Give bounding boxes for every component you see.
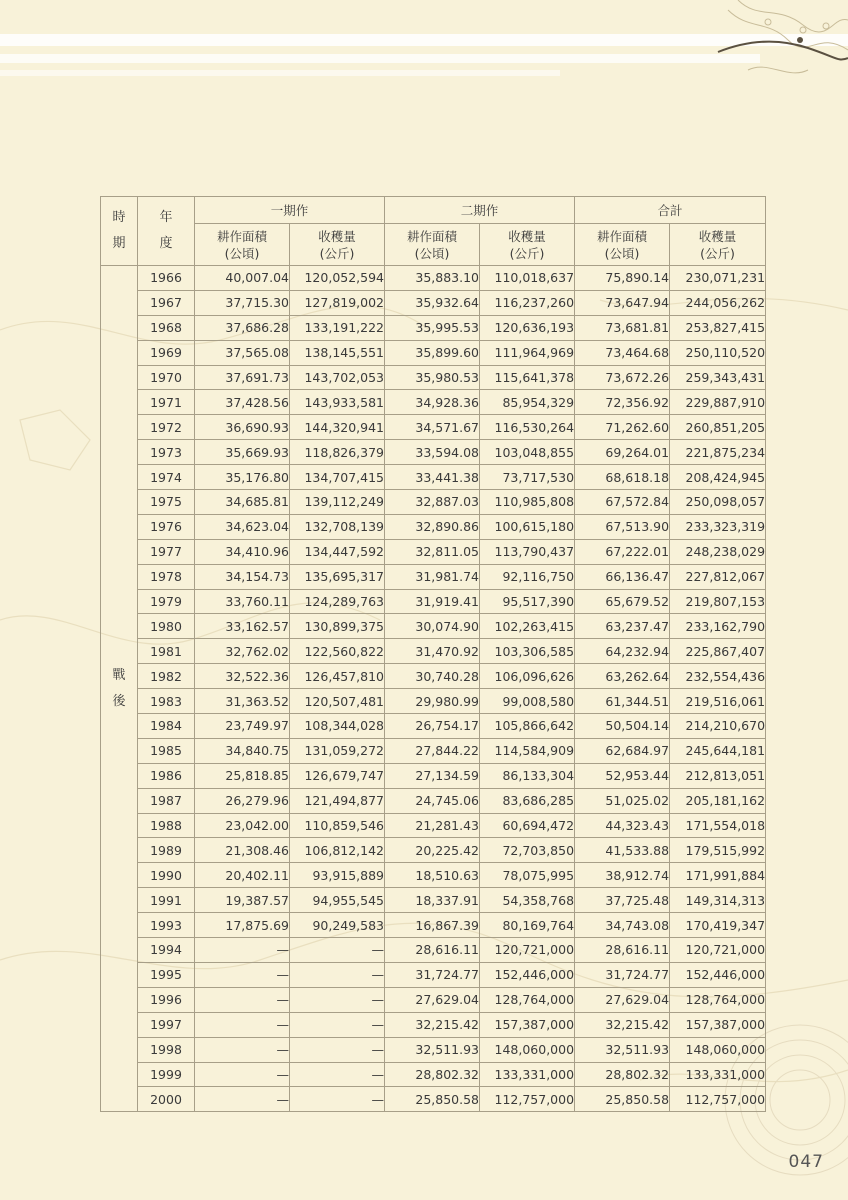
- value-cell: 230,071,231: [670, 266, 766, 291]
- value-cell: 260,851,205: [670, 415, 766, 440]
- value-cell: 83,686,285: [480, 788, 575, 813]
- value-cell: 106,812,142: [290, 838, 385, 863]
- value-cell: 212,813,051: [670, 763, 766, 788]
- value-cell: 29,980.99: [385, 689, 480, 714]
- value-cell: 126,457,810: [290, 664, 385, 689]
- value-cell: 149,314,313: [670, 888, 766, 913]
- value-cell: 112,757,000: [670, 1087, 766, 1112]
- value-cell: 37,691.73: [195, 365, 290, 390]
- value-cell: 85,954,329: [480, 390, 575, 415]
- value-cell: 122,560,822: [290, 639, 385, 664]
- value-cell: 27,629.04: [385, 987, 480, 1012]
- value-cell: 33,441.38: [385, 465, 480, 490]
- value-cell: 106,096,626: [480, 664, 575, 689]
- value-cell: 20,402.11: [195, 863, 290, 888]
- value-cell: 143,702,053: [290, 365, 385, 390]
- value-cell: —: [290, 1087, 385, 1112]
- value-cell: 73,681.81: [575, 315, 670, 340]
- value-cell: 139,112,249: [290, 490, 385, 515]
- value-cell: —: [195, 987, 290, 1012]
- value-cell: 35,995.53: [385, 315, 480, 340]
- value-cell: 138,145,551: [290, 340, 385, 365]
- header-band-bottom: [0, 70, 560, 76]
- value-cell: 31,724.77: [385, 962, 480, 987]
- value-cell: 250,098,057: [670, 490, 766, 515]
- value-cell: 37,565.08: [195, 340, 290, 365]
- value-cell: 69,264.01: [575, 440, 670, 465]
- value-cell: 31,919.41: [385, 589, 480, 614]
- value-cell: —: [195, 1012, 290, 1037]
- value-cell: 110,985,808: [480, 490, 575, 515]
- value-cell: 51,025.02: [575, 788, 670, 813]
- value-cell: 27,629.04: [575, 987, 670, 1012]
- value-cell: 86,133,304: [480, 763, 575, 788]
- table-row: [101, 813, 766, 838]
- year-cell: 1997: [138, 1012, 195, 1037]
- value-cell: 33,594.08: [385, 440, 480, 465]
- value-cell: 28,616.11: [385, 938, 480, 963]
- value-cell: 61,344.51: [575, 689, 670, 714]
- value-cell: 62,684.97: [575, 738, 670, 763]
- value-cell: 35,883.10: [385, 266, 480, 291]
- value-cell: 20,225.42: [385, 838, 480, 863]
- table-row: [101, 465, 766, 490]
- value-cell: 253,827,415: [670, 315, 766, 340]
- value-cell: 152,446,000: [480, 962, 575, 987]
- value-cell: 134,707,415: [290, 465, 385, 490]
- year-cell: 1999: [138, 1062, 195, 1087]
- value-cell: 72,703,850: [480, 838, 575, 863]
- table-row: [101, 1087, 766, 1112]
- value-cell: 130,899,375: [290, 614, 385, 639]
- value-cell: 27,134.59: [385, 763, 480, 788]
- value-cell: 28,802.32: [385, 1062, 480, 1087]
- value-cell: 114,584,909: [480, 738, 575, 763]
- rice-production-table: [100, 196, 766, 1112]
- value-cell: 34,410.96: [195, 539, 290, 564]
- value-cell: 157,387,000: [670, 1012, 766, 1037]
- value-cell: 34,928.36: [385, 390, 480, 415]
- value-cell: 219,516,061: [670, 689, 766, 714]
- value-cell: 110,018,637: [480, 266, 575, 291]
- table-row: [101, 838, 766, 863]
- period-header: 時期: [101, 197, 138, 266]
- value-cell: 26,754.17: [385, 714, 480, 739]
- value-cell: 250,110,520: [670, 340, 766, 365]
- year-cell: 1990: [138, 863, 195, 888]
- value-cell: 120,507,481: [290, 689, 385, 714]
- value-cell: 133,191,222: [290, 315, 385, 340]
- value-cell: 72,356.92: [575, 390, 670, 415]
- value-cell: 37,725.48: [575, 888, 670, 913]
- value-cell: 248,238,029: [670, 539, 766, 564]
- value-cell: 143,933,581: [290, 390, 385, 415]
- value-cell: 37,686.28: [195, 315, 290, 340]
- year-cell: 1982: [138, 664, 195, 689]
- value-cell: 34,743.08: [575, 913, 670, 938]
- table-header: [101, 197, 766, 266]
- table-row: [101, 689, 766, 714]
- value-cell: 205,181,162: [670, 788, 766, 813]
- value-cell: 108,344,028: [290, 714, 385, 739]
- value-cell: 105,866,642: [480, 714, 575, 739]
- value-cell: 120,721,000: [480, 938, 575, 963]
- value-cell: 93,915,889: [290, 863, 385, 888]
- value-cell: 32,511.93: [385, 1037, 480, 1062]
- value-cell: 245,644,181: [670, 738, 766, 763]
- table-row: [101, 962, 766, 987]
- value-cell: 75,890.14: [575, 266, 670, 291]
- value-cell: 120,052,594: [290, 266, 385, 291]
- value-cell: 35,669.93: [195, 440, 290, 465]
- year-cell: 1977: [138, 539, 195, 564]
- value-cell: 44,323.43: [575, 813, 670, 838]
- value-cell: 120,636,193: [480, 315, 575, 340]
- value-cell: 131,059,272: [290, 738, 385, 763]
- value-cell: 229,887,910: [670, 390, 766, 415]
- value-cell: 73,717,530: [480, 465, 575, 490]
- value-cell: —: [290, 987, 385, 1012]
- table-row: [101, 1062, 766, 1087]
- table-row: [101, 539, 766, 564]
- value-cell: 244,056,262: [670, 290, 766, 315]
- value-cell: —: [290, 962, 385, 987]
- table-row: [101, 987, 766, 1012]
- year-cell: 1968: [138, 315, 195, 340]
- area-column-header: 耕作面積 (公頃): [385, 224, 480, 266]
- year-cell: 1988: [138, 813, 195, 838]
- value-cell: 64,232.94: [575, 639, 670, 664]
- value-cell: 33,760.11: [195, 589, 290, 614]
- value-cell: 112,757,000: [480, 1087, 575, 1112]
- value-cell: 128,764,000: [480, 987, 575, 1012]
- value-cell: 21,281.43: [385, 813, 480, 838]
- value-cell: 80,169,764: [480, 913, 575, 938]
- year-cell: 1969: [138, 340, 195, 365]
- value-cell: 127,819,002: [290, 290, 385, 315]
- value-cell: —: [195, 962, 290, 987]
- year-cell: 1996: [138, 987, 195, 1012]
- value-cell: 157,387,000: [480, 1012, 575, 1037]
- value-cell: 152,446,000: [670, 962, 766, 987]
- value-cell: 31,470.92: [385, 639, 480, 664]
- table-body: [101, 266, 766, 1112]
- table-row: [101, 514, 766, 539]
- value-cell: 219,807,153: [670, 589, 766, 614]
- table-row: [101, 266, 766, 291]
- value-cell: 31,724.77: [575, 962, 670, 987]
- value-cell: 17,875.69: [195, 913, 290, 938]
- value-cell: 214,210,670: [670, 714, 766, 739]
- value-cell: —: [195, 1062, 290, 1087]
- table-row: [101, 763, 766, 788]
- area-column-header: 耕作面積 (公頃): [195, 224, 290, 266]
- value-cell: 94,955,545: [290, 888, 385, 913]
- year-cell: 1995: [138, 962, 195, 987]
- value-cell: 115,641,378: [480, 365, 575, 390]
- value-cell: 34,623.04: [195, 514, 290, 539]
- year-cell: 1975: [138, 490, 195, 515]
- year-cell: 1973: [138, 440, 195, 465]
- value-cell: 30,074.90: [385, 614, 480, 639]
- value-cell: —: [195, 938, 290, 963]
- value-cell: 100,615,180: [480, 514, 575, 539]
- table-row: [101, 738, 766, 763]
- value-cell: 116,530,264: [480, 415, 575, 440]
- value-cell: 67,572.84: [575, 490, 670, 515]
- value-cell: 41,533.88: [575, 838, 670, 863]
- table-row: [101, 1012, 766, 1037]
- value-cell: 32,522.36: [195, 664, 290, 689]
- value-cell: 16,867.39: [385, 913, 480, 938]
- value-cell: 50,504.14: [575, 714, 670, 739]
- value-cell: 148,060,000: [670, 1037, 766, 1062]
- value-cell: 67,222.01: [575, 539, 670, 564]
- value-cell: 227,812,067: [670, 564, 766, 589]
- value-cell: 103,306,585: [480, 639, 575, 664]
- year-cell: 1976: [138, 514, 195, 539]
- value-cell: 233,323,319: [670, 514, 766, 539]
- value-cell: 124,289,763: [290, 589, 385, 614]
- value-cell: 170,419,347: [670, 913, 766, 938]
- year-cell: 1970: [138, 365, 195, 390]
- value-cell: 34,571.67: [385, 415, 480, 440]
- value-cell: 171,554,018: [670, 813, 766, 838]
- value-cell: 25,850.58: [575, 1087, 670, 1112]
- value-cell: 35,899.60: [385, 340, 480, 365]
- value-cell: 33,162.57: [195, 614, 290, 639]
- yield-column-header: 收穫量 (公斤): [290, 224, 385, 266]
- value-cell: 63,262.64: [575, 664, 670, 689]
- year-cell: 1987: [138, 788, 195, 813]
- table-row: [101, 390, 766, 415]
- value-cell: 148,060,000: [480, 1037, 575, 1062]
- value-cell: 99,008,580: [480, 689, 575, 714]
- table-row: [101, 913, 766, 938]
- value-cell: 32,811.05: [385, 539, 480, 564]
- value-cell: 32,762.02: [195, 639, 290, 664]
- value-cell: 126,679,747: [290, 763, 385, 788]
- year-cell: 1971: [138, 390, 195, 415]
- value-cell: 171,991,884: [670, 863, 766, 888]
- total-header: 合計: [575, 197, 766, 224]
- value-cell: 103,048,855: [480, 440, 575, 465]
- table-row: [101, 589, 766, 614]
- value-cell: 30,740.28: [385, 664, 480, 689]
- value-cell: 34,685.81: [195, 490, 290, 515]
- value-cell: 111,964,969: [480, 340, 575, 365]
- year-cell: 1967: [138, 290, 195, 315]
- value-cell: 128,764,000: [670, 987, 766, 1012]
- value-cell: 90,249,583: [290, 913, 385, 938]
- table-row: [101, 315, 766, 340]
- value-cell: 259,343,431: [670, 365, 766, 390]
- value-cell: 133,331,000: [480, 1062, 575, 1087]
- header-band-middle: [0, 54, 760, 63]
- period-cell: 戰後: [101, 266, 138, 1112]
- value-cell: 36,690.93: [195, 415, 290, 440]
- table-row: [101, 365, 766, 390]
- table-row: [101, 788, 766, 813]
- value-cell: —: [290, 1037, 385, 1062]
- value-cell: 52,953.44: [575, 763, 670, 788]
- value-cell: 232,554,436: [670, 664, 766, 689]
- year-cell: 1980: [138, 614, 195, 639]
- value-cell: 63,237.47: [575, 614, 670, 639]
- value-cell: 233,162,790: [670, 614, 766, 639]
- value-cell: 68,618.18: [575, 465, 670, 490]
- value-cell: 73,672.26: [575, 365, 670, 390]
- value-cell: 35,176.80: [195, 465, 290, 490]
- year-cell: 2000: [138, 1087, 195, 1112]
- value-cell: —: [290, 1012, 385, 1037]
- year-cell: 1984: [138, 714, 195, 739]
- year-cell: 1979: [138, 589, 195, 614]
- first-crop-header: 一期作: [195, 197, 385, 224]
- value-cell: 23,749.97: [195, 714, 290, 739]
- value-cell: 28,802.32: [575, 1062, 670, 1087]
- table-row: [101, 664, 766, 689]
- value-cell: 208,424,945: [670, 465, 766, 490]
- value-cell: 121,494,877: [290, 788, 385, 813]
- value-cell: 24,745.06: [385, 788, 480, 813]
- value-cell: 18,510.63: [385, 863, 480, 888]
- value-cell: 19,387.57: [195, 888, 290, 913]
- value-cell: 35,932.64: [385, 290, 480, 315]
- table-row: [101, 714, 766, 739]
- year-cell: 1974: [138, 465, 195, 490]
- year-cell: 1994: [138, 938, 195, 963]
- value-cell: 113,790,437: [480, 539, 575, 564]
- value-cell: —: [195, 1037, 290, 1062]
- value-cell: 110,859,546: [290, 813, 385, 838]
- value-cell: 37,428.56: [195, 390, 290, 415]
- value-cell: 35,980.53: [385, 365, 480, 390]
- value-cell: 31,363.52: [195, 689, 290, 714]
- year-cell: 1991: [138, 888, 195, 913]
- value-cell: 31,981.74: [385, 564, 480, 589]
- value-cell: 133,331,000: [670, 1062, 766, 1087]
- value-cell: 102,263,415: [480, 614, 575, 639]
- value-cell: 27,844.22: [385, 738, 480, 763]
- value-cell: 73,647.94: [575, 290, 670, 315]
- value-cell: —: [195, 1087, 290, 1112]
- value-cell: 225,867,407: [670, 639, 766, 664]
- table-row: [101, 490, 766, 515]
- table-row: [101, 440, 766, 465]
- value-cell: 18,337.91: [385, 888, 480, 913]
- year-cell: 1981: [138, 639, 195, 664]
- value-cell: 73,464.68: [575, 340, 670, 365]
- value-cell: 54,358,768: [480, 888, 575, 913]
- value-cell: 116,237,260: [480, 290, 575, 315]
- value-cell: 25,850.58: [385, 1087, 480, 1112]
- value-cell: 26,279.96: [195, 788, 290, 813]
- table-row: [101, 340, 766, 365]
- year-header: 年度: [138, 197, 195, 266]
- value-cell: 71,262.60: [575, 415, 670, 440]
- value-cell: 34,840.75: [195, 738, 290, 763]
- value-cell: 25,818.85: [195, 763, 290, 788]
- value-cell: 32,215.42: [575, 1012, 670, 1037]
- table-row: [101, 888, 766, 913]
- value-cell: 32,890.86: [385, 514, 480, 539]
- value-cell: 32,215.42: [385, 1012, 480, 1037]
- table-row: [101, 415, 766, 440]
- year-cell: 1993: [138, 913, 195, 938]
- table-row: [101, 863, 766, 888]
- value-cell: 78,075,995: [480, 863, 575, 888]
- table-row: [101, 1037, 766, 1062]
- value-cell: 92,116,750: [480, 564, 575, 589]
- table-row: [101, 938, 766, 963]
- value-cell: 179,515,992: [670, 838, 766, 863]
- value-cell: 120,721,000: [670, 938, 766, 963]
- table-row: [101, 290, 766, 315]
- value-cell: 67,513.90: [575, 514, 670, 539]
- value-cell: 38,912.74: [575, 863, 670, 888]
- value-cell: 132,708,139: [290, 514, 385, 539]
- year-cell: 1985: [138, 738, 195, 763]
- area-column-header: 耕作面積 (公頃): [575, 224, 670, 266]
- value-cell: 32,887.03: [385, 490, 480, 515]
- value-cell: 23,042.00: [195, 813, 290, 838]
- value-cell: 21,308.46: [195, 838, 290, 863]
- year-cell: 1972: [138, 415, 195, 440]
- yield-column-header: 收穫量 (公斤): [480, 224, 575, 266]
- value-cell: 37,715.30: [195, 290, 290, 315]
- value-cell: 135,695,317: [290, 564, 385, 589]
- table-row: [101, 614, 766, 639]
- value-cell: 34,154.73: [195, 564, 290, 589]
- year-cell: 1983: [138, 689, 195, 714]
- value-cell: 65,679.52: [575, 589, 670, 614]
- year-cell: 1966: [138, 266, 195, 291]
- value-cell: 66,136.47: [575, 564, 670, 589]
- value-cell: 118,826,379: [290, 440, 385, 465]
- second-crop-header: 二期作: [385, 197, 575, 224]
- year-cell: 1978: [138, 564, 195, 589]
- value-cell: 221,875,234: [670, 440, 766, 465]
- year-cell: 1986: [138, 763, 195, 788]
- yield-column-header: 收穫量 (公斤): [670, 224, 766, 266]
- table-row: [101, 564, 766, 589]
- value-cell: 32,511.93: [575, 1037, 670, 1062]
- value-cell: 134,447,592: [290, 539, 385, 564]
- table-row: [101, 639, 766, 664]
- value-cell: 28,616.11: [575, 938, 670, 963]
- value-cell: 60,694,472: [480, 813, 575, 838]
- value-cell: 144,320,941: [290, 415, 385, 440]
- value-cell: 95,517,390: [480, 589, 575, 614]
- value-cell: —: [290, 938, 385, 963]
- corner-map-icon: [708, 0, 848, 110]
- page-number: 047: [788, 1152, 824, 1172]
- value-cell: 40,007.04: [195, 266, 290, 291]
- year-cell: 1998: [138, 1037, 195, 1062]
- value-cell: —: [290, 1062, 385, 1087]
- year-cell: 1989: [138, 838, 195, 863]
